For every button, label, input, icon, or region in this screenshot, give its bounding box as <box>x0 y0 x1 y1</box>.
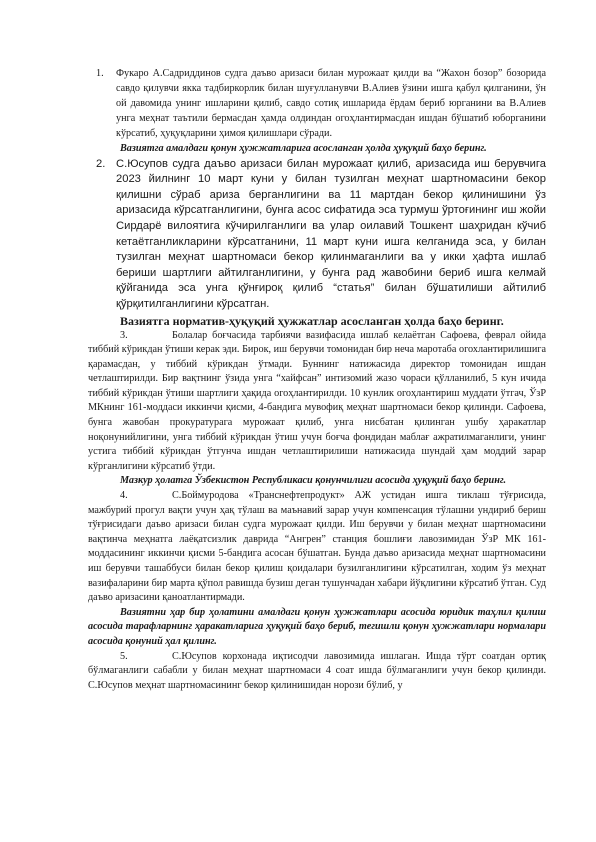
numbered-item-4 <box>88 489 546 606</box>
item-number: 2. <box>96 157 106 170</box>
item-text: С.Юсупов корхонада иқтисодчи лавозимида ишлаган. Ишда тўрт соатдан ортиқ бўлмаганлиги сабабли у билан меҳнат шартномаси 4 соат ишда бўлмаганлиги учун бекор қилинди. С.Юсупов меҳнат шартномасининг бекор қилинишидан норози бўлиб, у <box>88 650 546 691</box>
item-number: 5. <box>120 650 128 662</box>
document-body <box>88 66 546 693</box>
task-instruction: Вазиятга амалдаги қонун ҳужжатларига асосланган ҳолда ҳуқуқий баҳо беринг. <box>120 143 487 155</box>
numbered-item-5 <box>88 650 546 694</box>
item-text: Болалар боғчасида тарбиячи вазифасида ишлаб келаётган Сафоева, феврал ойида тиббий кўрикдан ўтиши керак эди. Бирок, иш берувчи томонидан бир неча маротаба огохлантирилишига қарамасдан, у тиббий кўрикдан ўтмади. Буннинг натижасида директор томонидан ишдан четлаштирилди. Бир вақтнинг ўзида унга “хайфсан” интизомий жазо чораси қўлланилиб, 5 кун ичида тиббий кўрикдан ўтиши шартлиги ҳақида огоҳлантирилди. 10 кунлик огоҳлантириш муддати ўтгач, ЎзР МКнинг 161-моддаси иккинчи қисми, 4-бандига мувофиқ меҳнат шартномаси бекор қилинди. Сафоева, бунга жавобан прокуратурага мурожаат қилиб, унга нисбатан қилинган ушбу ҳаракатлар ноқонунийлигини, унга тиббий кўрикдан ўтиш учун боғча фондидан маблағ ажратилмаганлиги, унинг устига тиббий кўрикдан ўтгунча ишдан четлаштирилиши натижасида шундай ҳам моддий зарар кўрганлигини кўрсатиб ўтди. <box>88 329 546 472</box>
item-number: 1. <box>96 68 104 79</box>
numbered-item-1 <box>88 66 546 141</box>
item-number: 4. <box>120 490 128 502</box>
task-instruction: Вазиятни ҳар бир ҳолатини амалдаги қонун ҳужжатлари асосида юридик таҳлил қилиш асосида тарафларнинг ҳаракатларига ҳуқуқий баҳо бериб, тегишли қонун ҳужжатлари нормалари асосида қонуний ҳал қилинг. <box>88 606 546 647</box>
item-text: С.Боймуродова «Транснефтепродукт» АЖ устидан ишга тиклаш тўғрисида, мажбурий прогул вақти учун ҳақ тўлаш ва маънавий зарар учун компенсация тўлашни ундириб бериш тўғрисидаги даъво аризаси билан судга мурожаат қилди. Иш берувчи у билан меҳнат шартномасини вақтинча меҳнатга лаёқатсизлик даврида “Ангрен” станция бошлиғи лавозимидан ЎзР МК 161-моддасининг иккинчи қисми 5-бандига асосан бўшатган. Бунда даъво аризасида меҳнат шартномасини иш берувчи ташаббуси билан бекор қилиш қоидалари бузилганлигини кўрсатилган, ходим ўз меҳнат вазифаларини бир марта қўпол равишда бузиш деган тушунчадан хабари йўқлигини кўрсатиб ўтган. Суд даъво аризасини қаноатлантирмади. <box>88 490 546 604</box>
task-instruction: Вазиятга норматив-ҳуқуқий ҳужжатлар асосланган ҳолда баҳо беринг. <box>120 313 504 328</box>
numbered-item-2 <box>88 157 546 313</box>
item-number: 3. <box>120 329 128 341</box>
item-text: Фукаро А.Садриддинов судга даъво аризаси билан мурожаат қилди ва “Жахон бозор” бозорида савдо қилувчи якка тадбиркорлик билан шуғулланувчи В.Алиев ўзини ишга қабул қилганини, ўн ой давомида унинг ишларини қилиб, савдо сотиқ ишларида ёрдам бериб юрганини ва В.Алиев унга меҳнат таътили бермасдан ҳамда олдиндан огоҳлантирмасдан ишдан бўшатиб юборганини кўрсатиб, ҳуқуқларини ҳимоя қилишлари сўради. <box>116 68 546 140</box>
task-instruction: Мазкур ҳолатга Ўзбекистон Республикаси қонунчилиги асосида ҳуқуқий баҳо беринг. <box>120 475 507 487</box>
numbered-item-3 <box>88 329 546 475</box>
item-text: С.Юсупов судга даъво аризаси билан мурожаат қилиб, аризасида иш берувчига 2023 йилнинг 10 март куни у билан тузилган меҳнат шартномасини бекор қилишни сўраб ариза берганлигини ва 11 мартдан бекор қилинишини ўз аризасида кўрсатганлигини, бунга асос сифатида эса турмуш ўртоғининг иш жойи Сирдарё вилоятига кўчирилганлиги ва улар оилавий Тошкент шаҳридан кўчиб кетаётганликларини кўрсатганини, 11 март куни ишга келганида эса, у билан тузилган меҳнат шартномаси бекор қилинмаганлиги ва у икки ҳафта ишлаб бериши шартлиги айтилганлигини, у бунга рад жавобини бериб ишга келмай қўйганида эса унга қўнғироқ қилиб “статья” билан бўшатилиши айтилиб қўрқитилганлигини кўрсатган. <box>116 157 546 310</box>
